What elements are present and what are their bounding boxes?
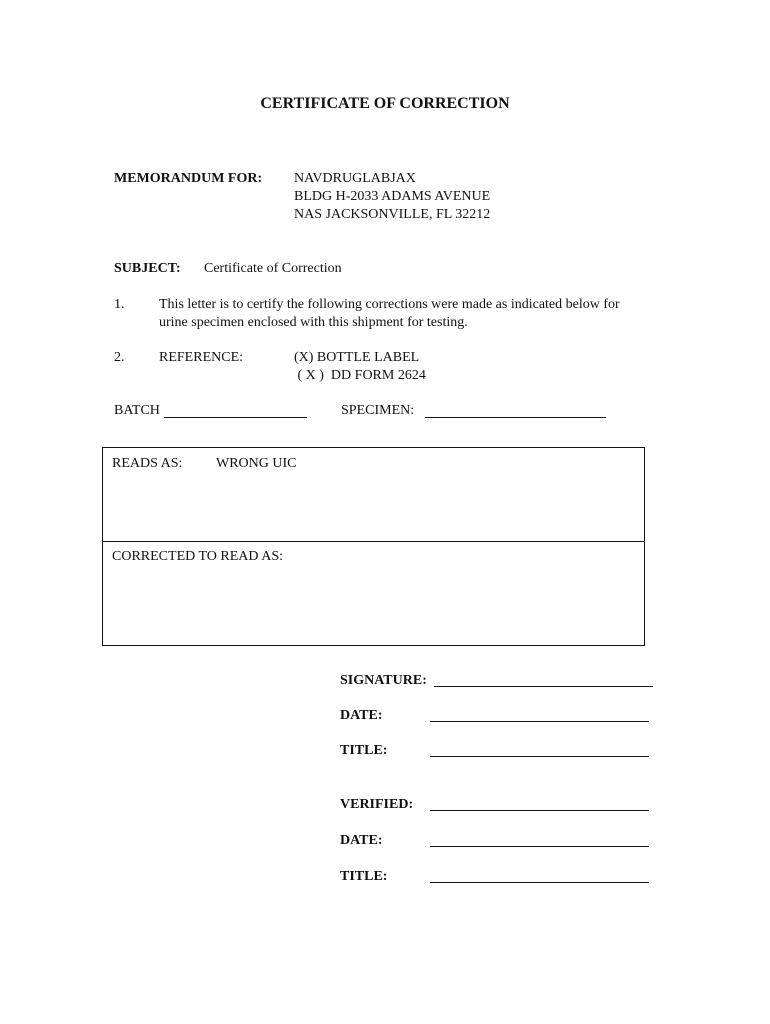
item-1-line-1: This letter is to certify the following corrections were made as indicated below for — [159, 297, 620, 312]
item-2-number: 2. — [114, 350, 125, 365]
memorandum-label: MEMORANDUM FOR: — [114, 171, 263, 186]
address-line-2: BLDG H-2033 ADAMS AVENUE — [294, 189, 491, 204]
corrected-box — [102, 541, 645, 646]
signature-label: SIGNATURE: — [340, 673, 427, 688]
title-2-field[interactable] — [430, 882, 649, 883]
corrected-label: CORRECTED TO READ AS: — [112, 549, 284, 564]
address-line-3: NAS JACKSONVILLE, FL 32212 — [294, 207, 491, 222]
title-1-field[interactable] — [430, 756, 649, 757]
signature-field[interactable] — [434, 686, 653, 687]
item-1-number: 1. — [114, 297, 125, 312]
specimen-field[interactable] — [425, 417, 606, 418]
date-1-label: DATE: — [340, 708, 383, 723]
reads-as-box — [102, 447, 645, 542]
subject-value: Certificate of Correction — [204, 261, 342, 276]
reads-as-label: READS AS: — [112, 456, 183, 471]
verified-label: VERIFIED: — [340, 797, 414, 812]
item-1-line-2: urine specimen enclosed with this shipment for testing. — [159, 315, 468, 330]
title-1-label: TITLE: — [340, 743, 388, 758]
title-2-label: TITLE: — [340, 869, 388, 884]
address-line-1: NAVDRUGLABJAX — [294, 171, 416, 186]
subject-label: SUBJECT: — [114, 261, 181, 276]
batch-field[interactable] — [164, 417, 307, 418]
date-2-field[interactable] — [430, 846, 649, 847]
document-title: CERTIFICATE OF CORRECTION — [260, 95, 510, 112]
verified-field[interactable] — [430, 810, 649, 811]
reads-as-value[interactable]: WRONG UIC — [216, 456, 297, 471]
reference-option-bottle-label: (X) BOTTLE LABEL — [294, 350, 420, 365]
batch-label: BATCH — [114, 403, 160, 418]
specimen-label: SPECIMEN: — [341, 403, 415, 418]
reference-option-dd-form: ( X ) DD FORM 2624 — [294, 368, 426, 383]
date-1-field[interactable] — [430, 721, 649, 722]
reference-label: REFERENCE: — [159, 350, 244, 365]
date-2-label: DATE: — [340, 833, 383, 848]
